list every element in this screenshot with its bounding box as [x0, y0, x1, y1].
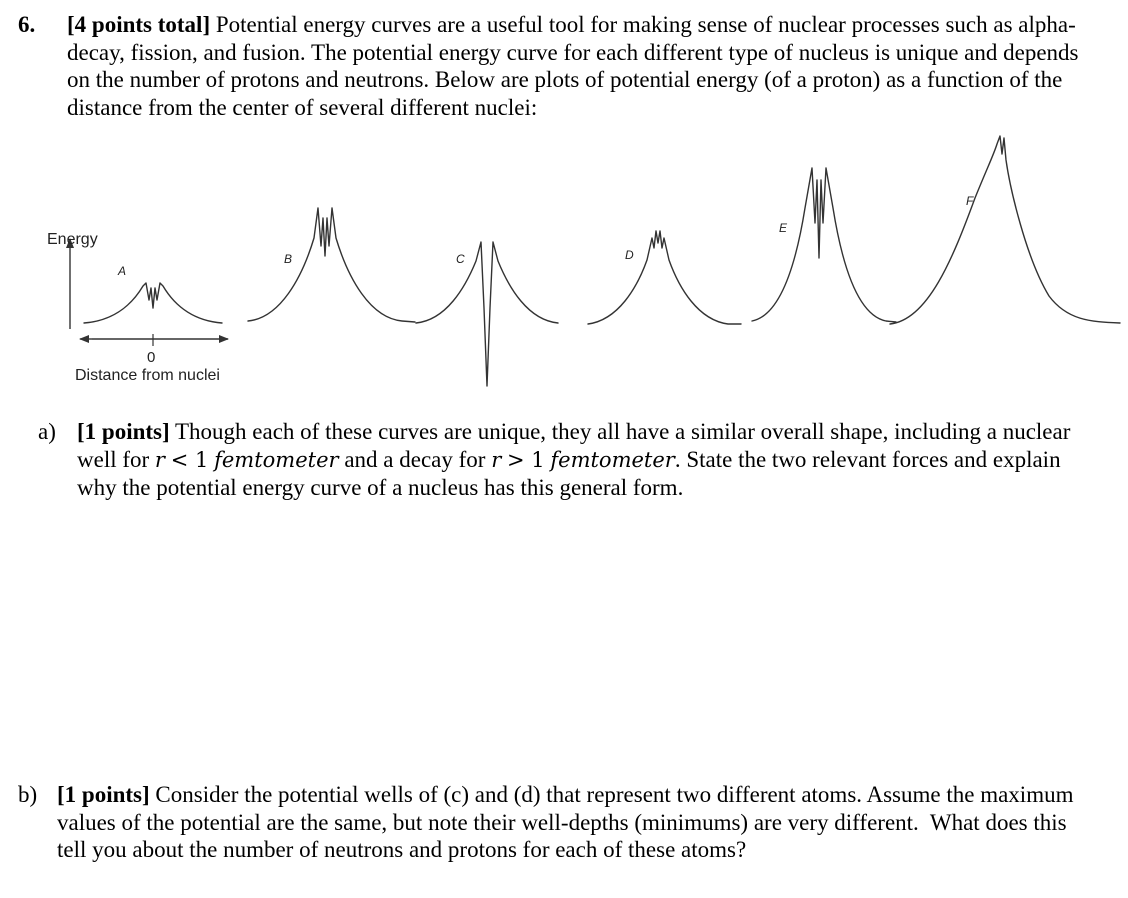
curve-c [416, 242, 558, 386]
distance-axis-label: Distance from nuclei [75, 367, 220, 384]
part-a-text-3: . State the two relevant forces and explain why the potential energy curve of a nucleus has this general form. [77, 446, 1061, 500]
math-less-than-one: < 1 [170, 447, 209, 472]
curve-label-d: D [625, 248, 634, 262]
origin-label: 0 [147, 349, 156, 366]
part-b-text [57, 781, 1087, 864]
curve-e [752, 168, 896, 322]
part-a-label: a) [38, 419, 56, 444]
curve-a [84, 283, 222, 323]
curve-label-e: E [779, 221, 788, 235]
curve-b [248, 208, 415, 322]
part-a-points: [1 points] [77, 419, 170, 444]
curve-f [890, 136, 1120, 324]
part-b-points: [1 points] [57, 782, 150, 807]
potential-energy-figure [40, 128, 1120, 393]
curve-d [588, 231, 741, 324]
question-number: 6. [18, 12, 36, 37]
question-intro [67, 11, 1097, 121]
curve-label-a: A [118, 264, 127, 278]
part-a-text-2: and a decay for [344, 446, 486, 472]
part-b-text-1: Consider the potential wells of (c) and (d) that represent two different atoms. Assume the maximum values of the potential are the same, but note their well-depths (minimums) are very different. [57, 782, 1074, 835]
math-femtometer-1: femtometer [214, 447, 339, 472]
potential-energy-curves [40, 128, 1120, 393]
part-b-text-bold: What does this tell you about the number of neutrons and protons for each of these atoms? [57, 809, 1067, 862]
math-greater-than-one: > 1 [506, 447, 545, 472]
energy-axis-label: Energy [47, 231, 98, 248]
math-r-2: r [491, 447, 502, 472]
curve-label-b: B [284, 252, 293, 266]
math-femtometer-2: femtometer [550, 447, 675, 472]
question-intro-text: Potential energy curves are a useful tool for making sense of nuclear processes such as alpha-decay, fission, and fusion. The potential energy curve for each different type of nucleus is unique and depends on the number of protons and neutrons. Below are plots of potential energy (of a proton) as a function of the distance from the center of several different nuclei: [67, 12, 1079, 120]
curve-label-c: C [456, 252, 465, 266]
question-points: [4 points total] [67, 12, 211, 37]
part-b-label: b) [18, 782, 38, 807]
math-r-1: r [154, 447, 165, 472]
curve-label-f: F [966, 194, 974, 208]
part-a-text-1: Though each of these curves are unique, they all have a similar overall shape, including a nuclear well for [77, 419, 1071, 472]
part-a-text [77, 418, 1087, 502]
